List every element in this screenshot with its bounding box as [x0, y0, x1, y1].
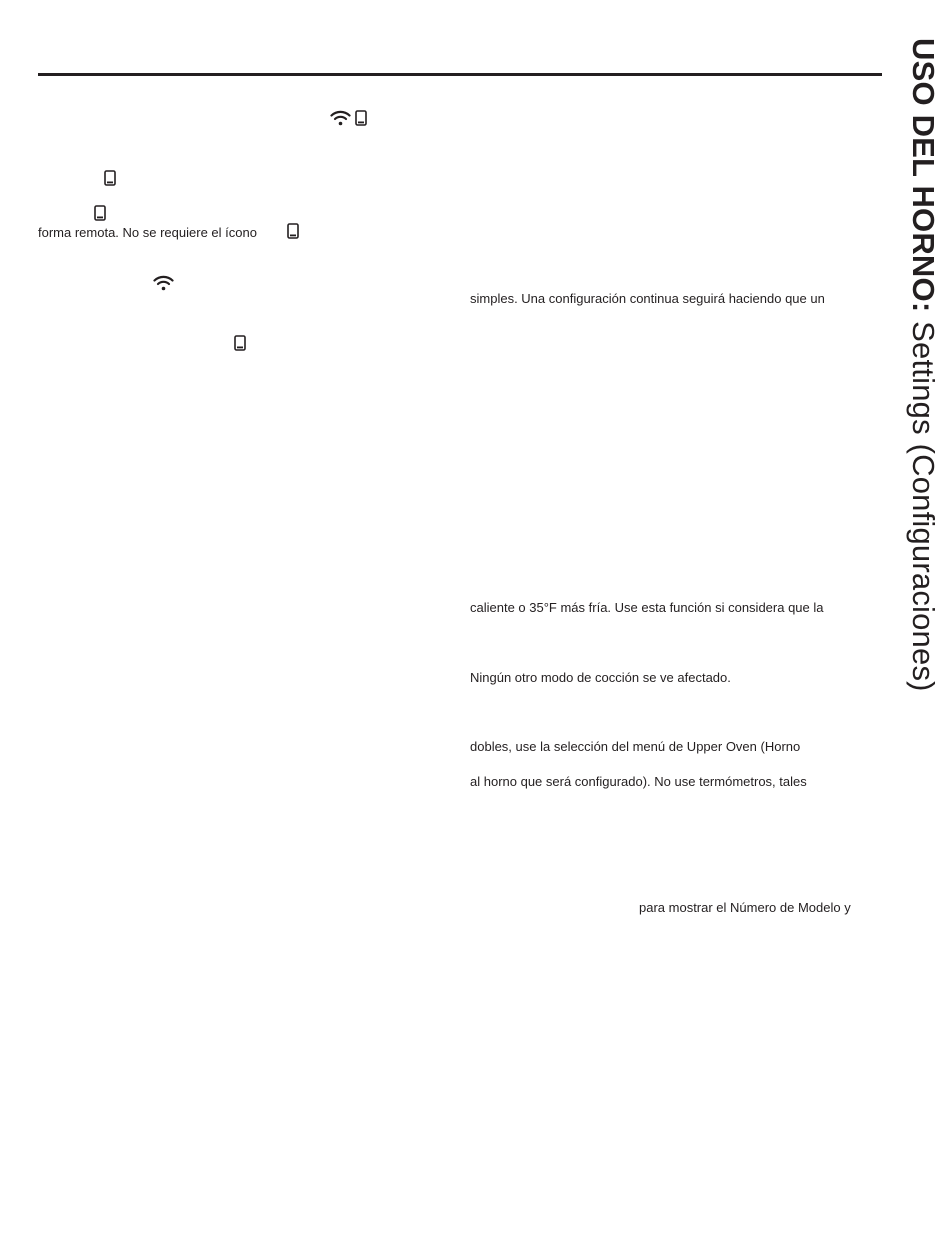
- right-text-line-1: simples. Una configuración continua seguirá haciendo que un: [470, 291, 825, 306]
- right-text-line-3: Ningún otro modo de cocción se ve afectado.: [470, 670, 731, 685]
- side-section-title: [906, 38, 940, 692]
- right-text-line-2: caliente o 35°F más fría. Use esta función si considera que la: [470, 600, 824, 615]
- mobile-device-icon: [355, 110, 367, 126]
- right-text-line-4: dobles, use la selección del menú de Upper Oven (Horno: [470, 739, 801, 754]
- mobile-device-icon: [234, 335, 246, 351]
- header-rule: [38, 73, 882, 76]
- side-title-bold: USO DEL HORNO:: [906, 38, 941, 313]
- right-text-line-5: al horno que será configurado). No use termómetros, tales: [470, 774, 807, 789]
- side-title-light: Settings (Configuraciones): [906, 312, 941, 692]
- wifi-icon: [153, 275, 174, 291]
- right-text-line-6: para mostrar el Número de Modelo y: [639, 900, 851, 915]
- mobile-device-icon: [287, 223, 299, 239]
- mobile-device-icon: [104, 170, 116, 186]
- remote-text-line: [38, 225, 257, 241]
- remote-text: forma remota. No se requiere el ícono: [38, 225, 257, 240]
- mobile-device-icon: [94, 205, 106, 221]
- wifi-icon: [330, 110, 351, 126]
